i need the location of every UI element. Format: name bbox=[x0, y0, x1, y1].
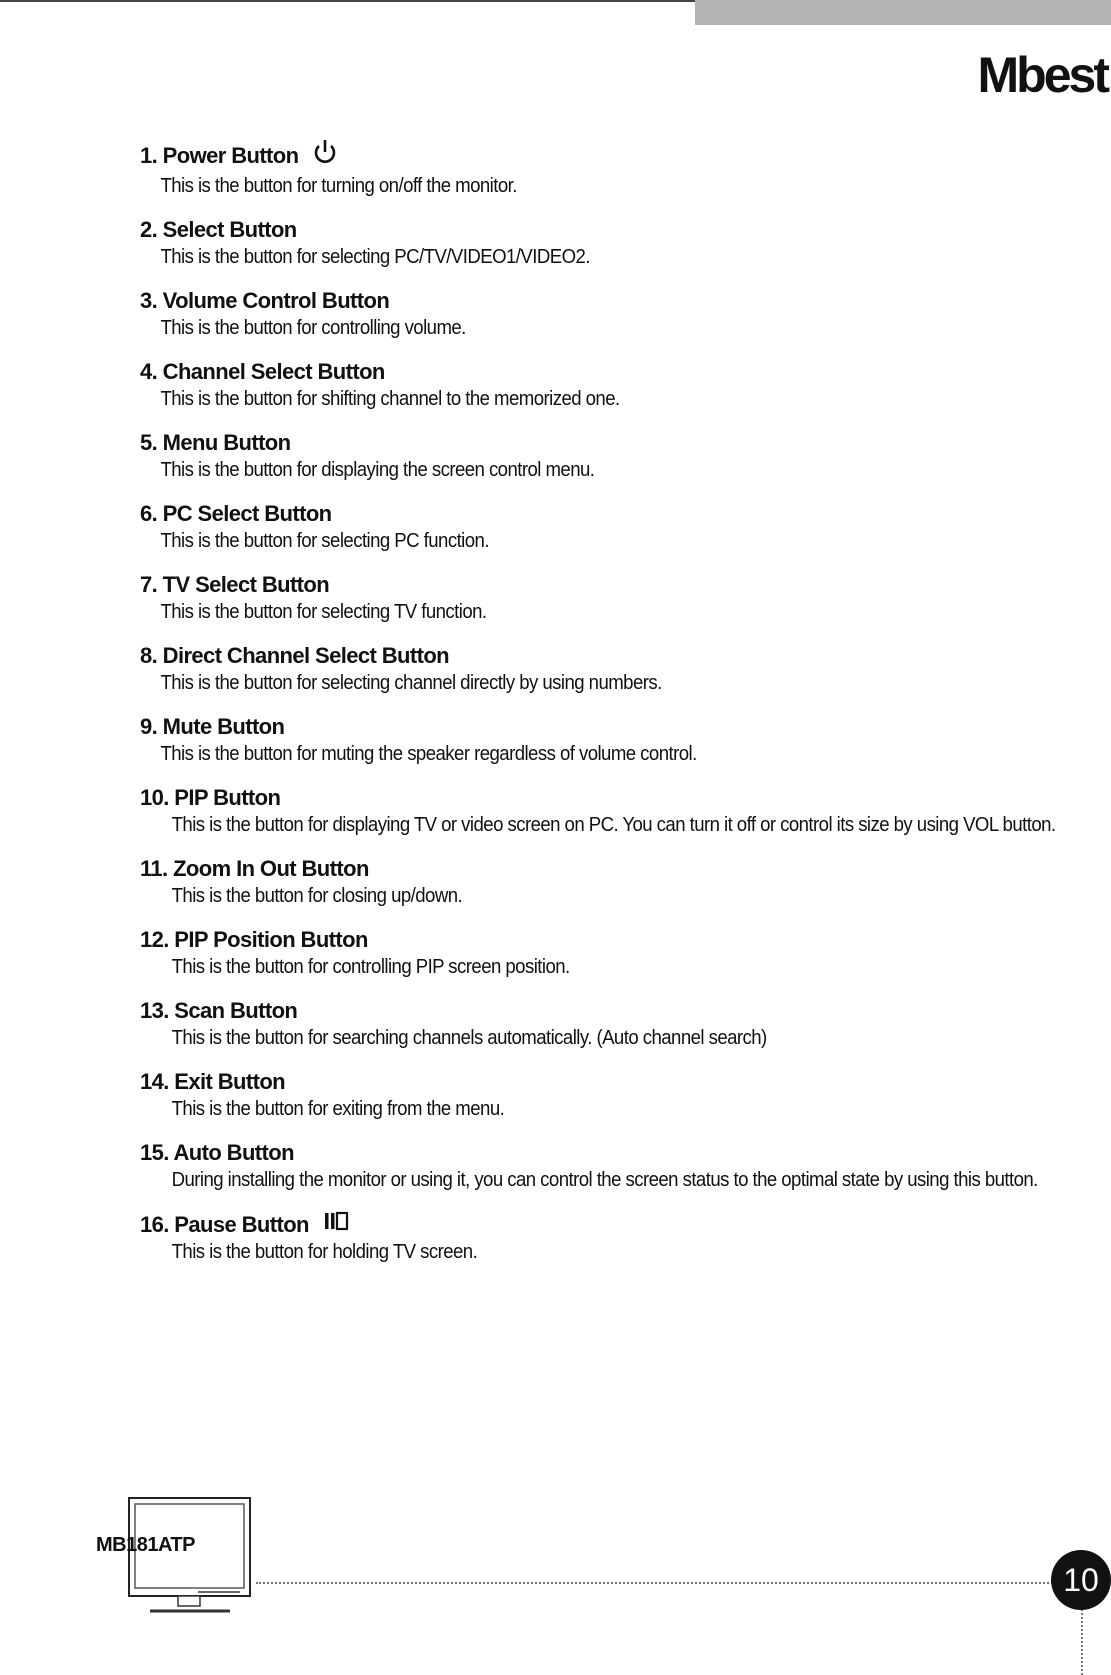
item-description: This is the button for selecting channel directly by using numbers. bbox=[160, 672, 662, 694]
item-title: 9. Mute Button bbox=[140, 714, 285, 739]
item-title: 5. Menu Button bbox=[140, 430, 291, 455]
item-title: 11. Zoom In Out Button bbox=[140, 856, 369, 881]
list-item bbox=[140, 713, 1020, 768]
footer-vertical-divider bbox=[1081, 1605, 1083, 1675]
list-item bbox=[140, 997, 1020, 1052]
list-item bbox=[140, 1139, 1038, 1194]
item-description: This is the button for controlling PIP screen position. bbox=[171, 956, 570, 978]
item-title: 10. PIP Button bbox=[140, 785, 281, 810]
power-icon bbox=[312, 138, 338, 173]
item-description: This is the button for selecting TV function. bbox=[160, 601, 487, 623]
model-name: MB181ATP bbox=[96, 1534, 195, 1556]
brand-logo bbox=[977, 47, 1107, 103]
brand-logo-text: Mbest bbox=[977, 47, 1107, 103]
list-item bbox=[140, 216, 1020, 271]
page-number-badge bbox=[1051, 1550, 1111, 1610]
list-item bbox=[140, 500, 1020, 555]
item-description: This is the button for selecting PC/TV/VIDEO1/VIDEO2. bbox=[160, 246, 590, 268]
item-description: This is the button for turning on/off the monitor. bbox=[160, 175, 517, 197]
list-item bbox=[140, 855, 1020, 910]
item-title: 8. Direct Channel Select Button bbox=[140, 643, 450, 668]
list-item bbox=[140, 642, 1020, 697]
list-item bbox=[140, 138, 1020, 200]
list-item bbox=[140, 784, 1056, 839]
button-descriptions bbox=[140, 138, 1056, 1282]
item-title: 4. Channel Select Button bbox=[140, 359, 385, 384]
item-title: 2. Select Button bbox=[140, 217, 297, 242]
item-title: 7. TV Select Button bbox=[140, 572, 330, 597]
item-title: 6. PC Select Button bbox=[140, 501, 332, 526]
item-title: 15. Auto Button bbox=[140, 1140, 294, 1165]
item-title: 14. Exit Button bbox=[140, 1069, 286, 1094]
header-bar bbox=[695, 0, 1111, 25]
list-item bbox=[140, 429, 1020, 484]
pause-icon bbox=[323, 1210, 349, 1239]
item-description: This is the button for shifting channel to the memorized one. bbox=[160, 388, 620, 410]
item-title: 1. Power Button bbox=[140, 142, 299, 168]
page-number: 10 bbox=[1063, 1561, 1099, 1598]
footer-divider bbox=[256, 1582, 1053, 1584]
top-rule bbox=[0, 0, 700, 2]
list-item bbox=[140, 571, 1020, 626]
item-description: This is the button for muting the speaker regardless of volume control. bbox=[160, 743, 697, 765]
item-title: 16. Pause Button bbox=[140, 1211, 309, 1237]
item-description: This is the button for exiting from the menu. bbox=[171, 1098, 505, 1120]
item-description: This is the button for displaying the screen control menu. bbox=[160, 459, 595, 481]
list-item bbox=[140, 926, 1020, 981]
item-description: This is the button for displaying TV or video screen on PC. You can turn it off or control its size by using VOL button. bbox=[171, 814, 1056, 836]
list-item bbox=[140, 1210, 1020, 1266]
list-item bbox=[140, 1068, 1020, 1123]
item-title: 3. Volume Control Button bbox=[140, 288, 390, 313]
item-description: This is the button for searching channels automatically. (Auto channel search) bbox=[171, 1027, 767, 1049]
monitor-illustration bbox=[128, 1497, 253, 1624]
list-item bbox=[140, 358, 1020, 413]
list-item bbox=[140, 287, 1020, 342]
item-title: 13. Scan Button bbox=[140, 998, 298, 1023]
item-description: This is the button for controlling volume. bbox=[160, 317, 466, 339]
item-description: This is the button for closing up/down. bbox=[171, 885, 463, 907]
item-description: This is the button for selecting PC function. bbox=[160, 530, 489, 552]
item-title: 12. PIP Position Button bbox=[140, 927, 368, 952]
item-description: During installing the monitor or using it, you can control the screen status to the optimal state by using this button. bbox=[171, 1169, 1038, 1191]
item-description: This is the button for holding TV screen. bbox=[171, 1241, 478, 1263]
